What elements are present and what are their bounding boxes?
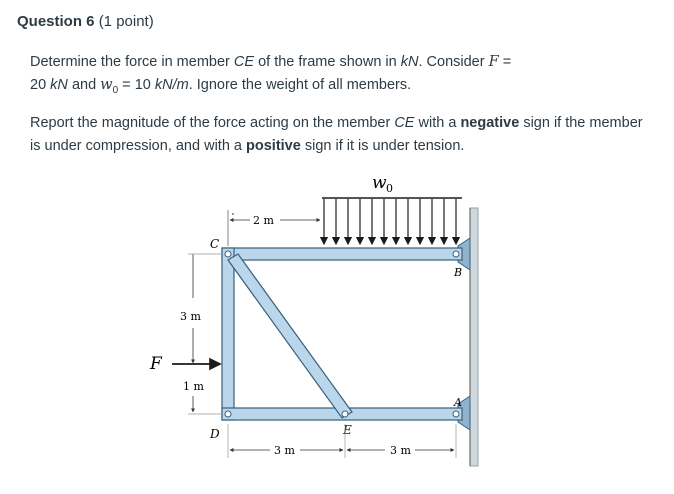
wall bbox=[470, 208, 478, 466]
prompt-tail: . Ignore the weight of all members. bbox=[188, 77, 412, 93]
label-C: C bbox=[210, 237, 220, 251]
frame-figure bbox=[140, 168, 500, 473]
math-eq2: = bbox=[118, 77, 135, 93]
instr-text-1: Report the magnitude of the force acting on the member bbox=[30, 115, 391, 131]
w0-sub: 0 bbox=[386, 182, 393, 195]
question-points: (1 point) bbox=[98, 13, 154, 30]
instr-positive: positive bbox=[246, 138, 301, 154]
dim-bottom-right-label: 3 m bbox=[390, 444, 411, 457]
instr-text-2: with a bbox=[418, 115, 457, 131]
member-CE bbox=[228, 254, 352, 418]
dim-left-3m-label: 3 m bbox=[180, 310, 201, 323]
instr-negative: negative bbox=[460, 115, 520, 131]
member-CD bbox=[222, 248, 234, 420]
dim-top-label: 2 m bbox=[253, 214, 274, 227]
w-unit: kN/m bbox=[154, 77, 189, 93]
dim-bottom-left-label: 3 m bbox=[274, 444, 295, 457]
question-title bbox=[17, 13, 154, 30]
F-unit: kN bbox=[50, 77, 68, 93]
pin-D bbox=[225, 411, 231, 417]
pin-B bbox=[453, 251, 459, 257]
question-instruction bbox=[30, 112, 650, 158]
dim-left-1m-label: 1 m bbox=[183, 380, 204, 393]
pin-C bbox=[225, 251, 231, 257]
label-F: F bbox=[150, 354, 162, 374]
math-F: F bbox=[488, 54, 499, 70]
w0-label: w bbox=[372, 173, 387, 193]
question-number: Question 6 bbox=[17, 13, 95, 30]
load-arrows bbox=[324, 199, 456, 244]
pin-E bbox=[342, 411, 348, 417]
prompt-and: and bbox=[71, 77, 97, 93]
prompt-unit: kN bbox=[400, 54, 419, 70]
label-A: A bbox=[454, 396, 462, 409]
math-w-sub: 0 bbox=[112, 84, 119, 96]
frame-diagram bbox=[140, 168, 500, 468]
math-eq1: = bbox=[498, 54, 512, 70]
pin-A bbox=[453, 411, 459, 417]
instr-text-4: sign if it is under tension. bbox=[304, 138, 465, 154]
label-B: B bbox=[454, 266, 463, 279]
math-w: w bbox=[100, 77, 113, 93]
instr-member: CE bbox=[394, 115, 415, 131]
prompt-member: CE bbox=[233, 54, 255, 70]
w-value: 10 bbox=[134, 77, 151, 93]
prompt-text-3: . Consider bbox=[418, 54, 485, 70]
F-value: 20 bbox=[30, 77, 47, 93]
label-D: D bbox=[210, 427, 220, 441]
prompt-text-2: of the frame shown in bbox=[258, 54, 397, 70]
instr-text-3: sign if the member is under compression, and with a bbox=[30, 115, 643, 154]
label-E: E bbox=[343, 423, 352, 437]
member-CB bbox=[222, 248, 462, 260]
prompt-text-1: Determine the force in member bbox=[30, 54, 230, 70]
question-prompt bbox=[30, 51, 650, 102]
